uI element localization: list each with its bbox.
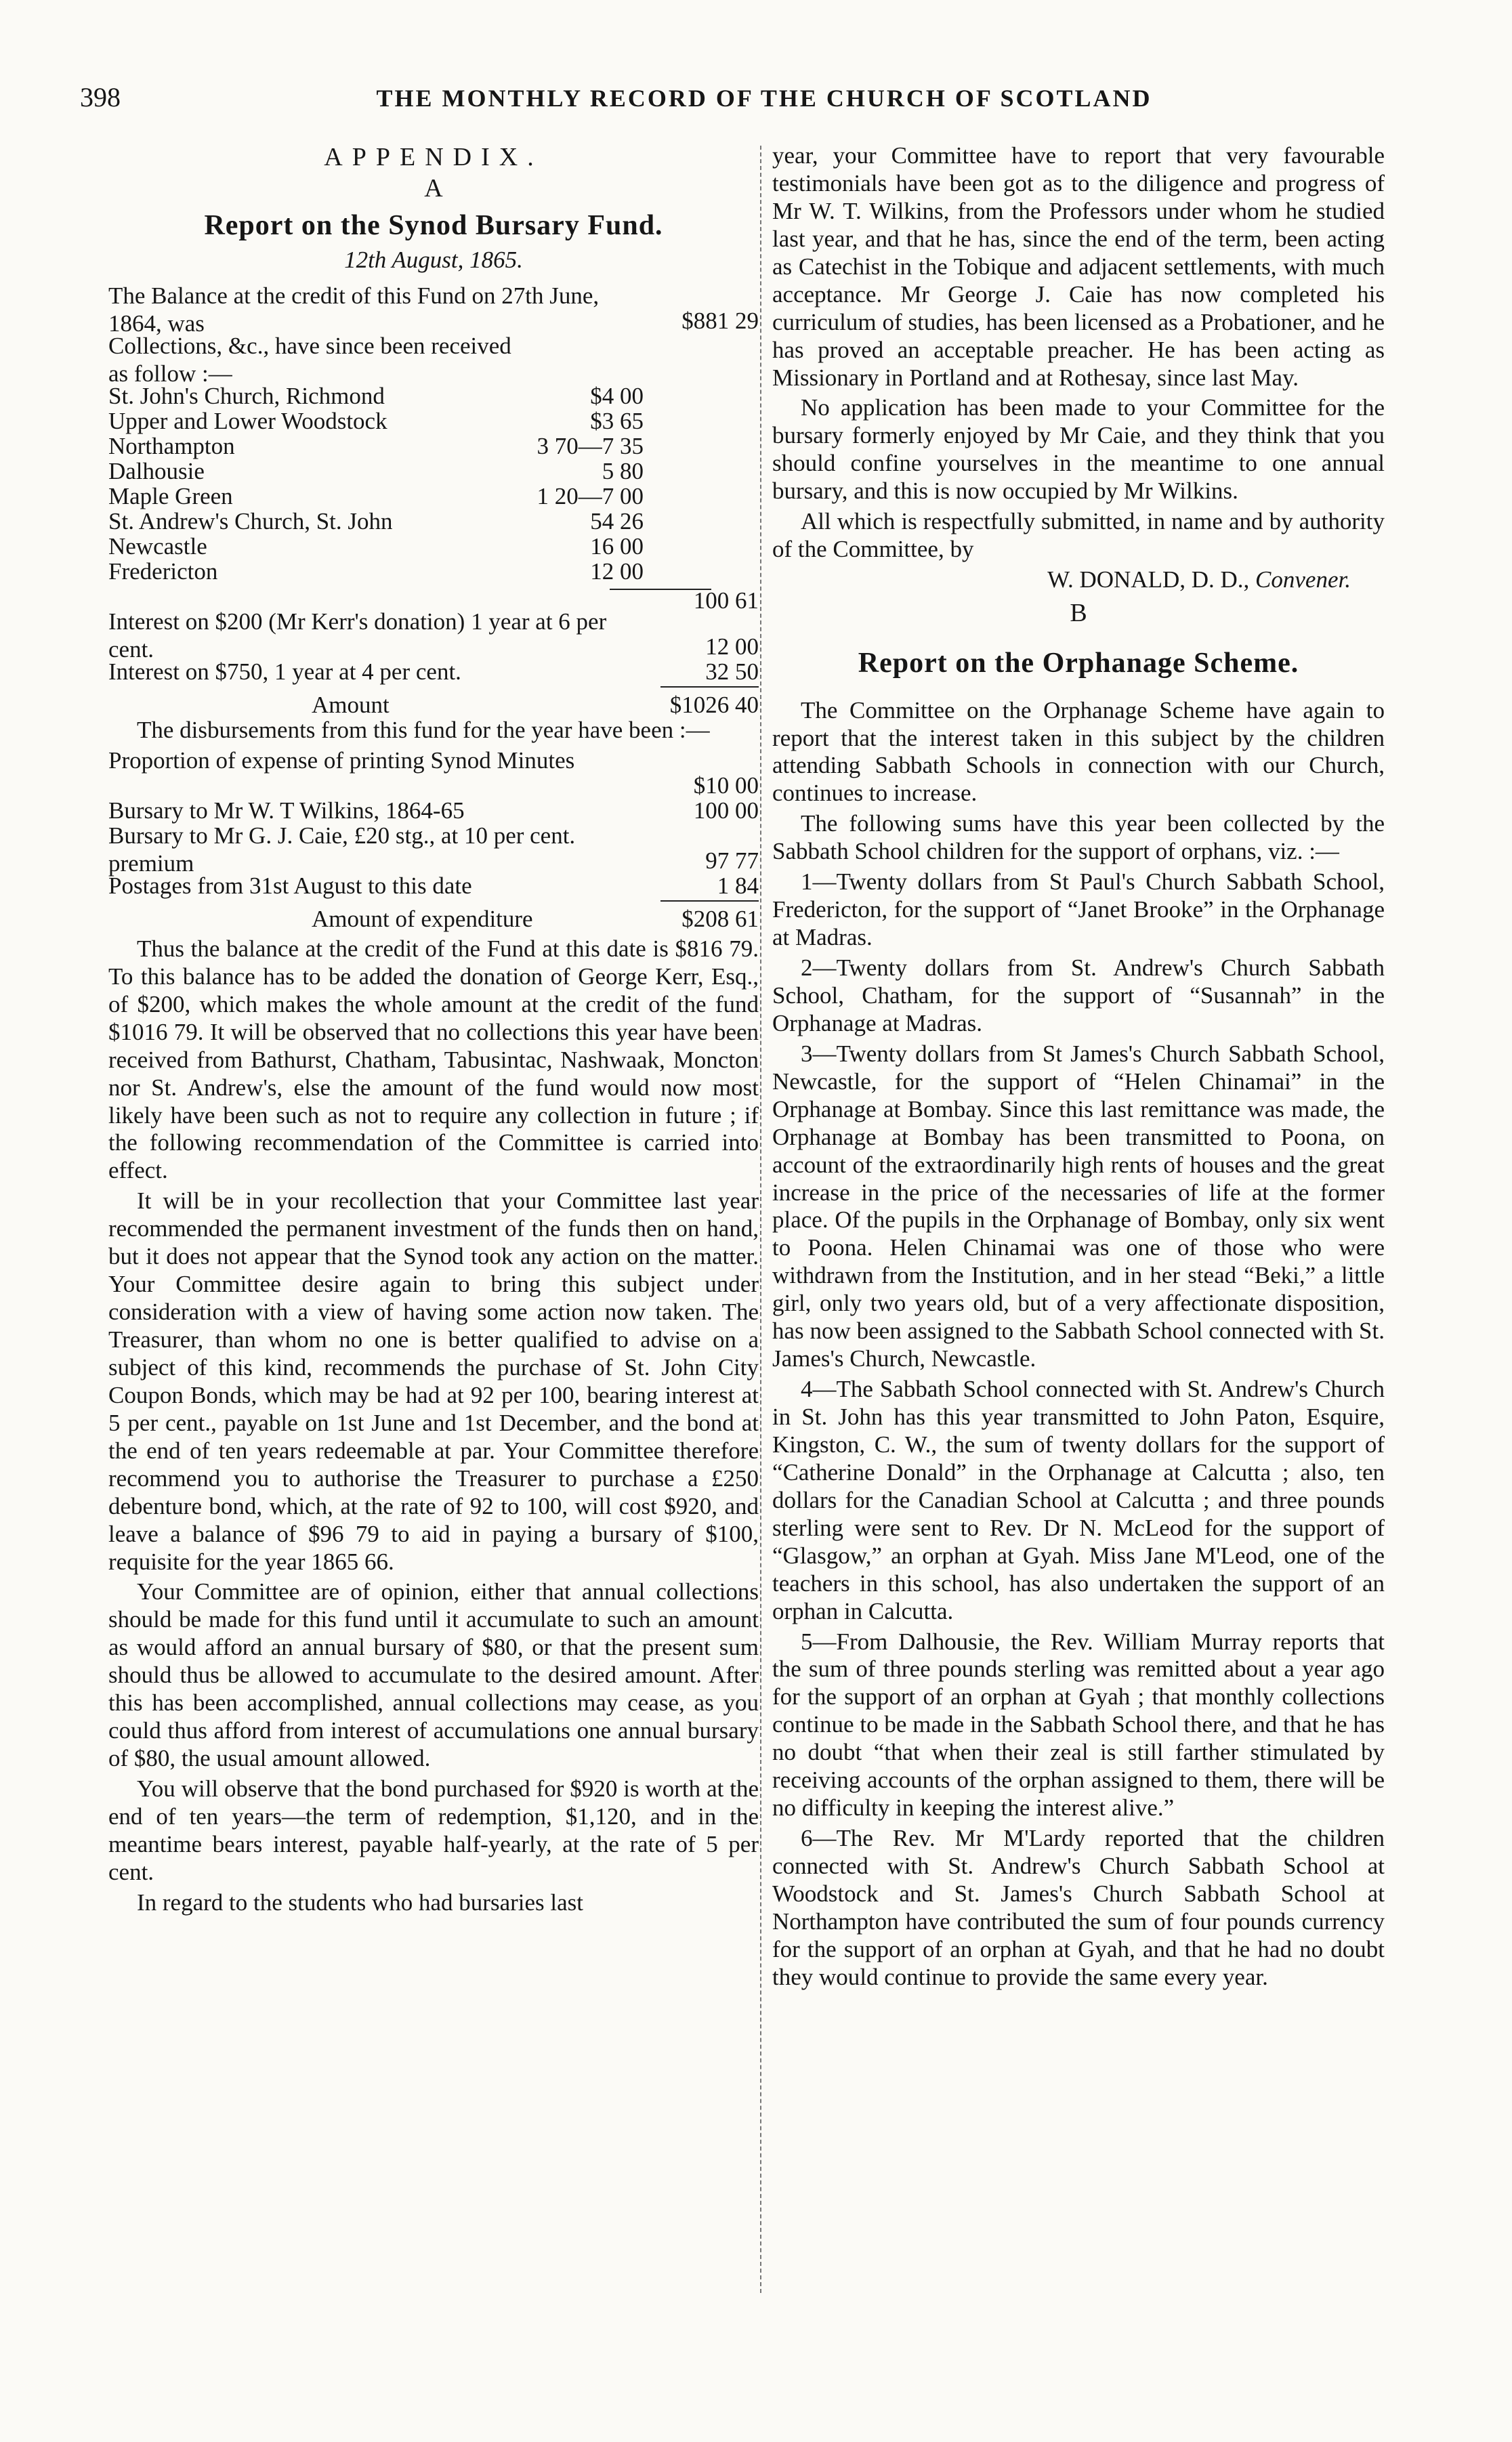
body-paragraph: Your Committee are of opinion, either that annual collections should be made for this fund until it accumulate to such an amount as would afford an annual bursary of $80, or that the present sum should thus be allowed to accumulate to the desired amount. After this has been accomplished, annual collections may cease, as you could thus afford from interest of accumulations one annual bursary of $80, the usual amount allowed. bbox=[108, 1578, 759, 1772]
body-paragraph: The following sums have this year been collected by the Sabbath School children for the support of orphans, viz. :— bbox=[772, 810, 1385, 865]
list-item: 2—Twenty dollars from St. Andrew's Church Sabbath School, Chatham, for the support of “Susannah” in the Orphanage at Madras. bbox=[772, 954, 1385, 1036]
collection-amount: $3 65 bbox=[590, 407, 644, 434]
collection-amount: 12 00 bbox=[590, 557, 644, 585]
collection-label: Dalhousie bbox=[108, 457, 205, 484]
collection-label: St. Andrew's Church, St. John bbox=[108, 507, 393, 534]
body-paragraph: In regard to the students who had bursaries last bbox=[137, 1889, 584, 1916]
body-paragraph: Thus the balance at the credit of the Fund at this date is $816 79. To this balance has to be added the donation of George Kerr, Esq., of $200, which makes the whole amount at the credit of the fund $1016 79. It will be observed that no collections this year have been received from Bathurst, Chatham, Tabusintac, Nashwaak, Moncton nor St. Andrew's, else the amount of the fund would now most likely have been such as not to require any collection in future ; if the following recommendation of the Committee is carried into effect. bbox=[108, 935, 759, 1184]
opening-balance-label: The Balance at the credit of this Fund on 27th June, 1864, was bbox=[108, 282, 600, 337]
section-a-letter: A bbox=[424, 174, 443, 203]
collection-row bbox=[108, 433, 759, 458]
expenditure-label: Amount of expenditure bbox=[312, 905, 533, 932]
collection-row bbox=[108, 458, 759, 483]
interest-label: Interest on $200 (Mr Kerr's donation) 1 year at 6 per cent. bbox=[108, 608, 607, 662]
disbursement-label: Bursary to Mr G. J. Caie, £20 stg., at 10 per cent. premium bbox=[108, 822, 576, 877]
interest-amount: 12 00 bbox=[705, 633, 759, 660]
collection-label: Fredericton bbox=[108, 557, 218, 585]
body-paragraph: It will be in your recollection that your Committee last year recommended the permanent investment of the funds then on hand, but it does not appear that the Synod took any action on the matter. Your Committee desire again to bring this subject under consideration with a view of having some action now taken. The Treasurer, than whom no one is better qualified to advise on a subject of this kind, recommends the purchase of St. John City Coupon Bonds, which may be had at 92 per 100, bearing interest at 5 per cent., payable on 1st June and 1st December, and the bond at the end of ten years redeemable at par. Your Committee therefore recommend you to authorise the Treasurer to purchase a £250 debenture bond, which, at the rate of 92 to 100, will cost $920, and leave a balance of $96 79 to aid in paying a bursary of $100, requisite for the year 1865 66. bbox=[108, 1187, 759, 1575]
collection-amount: 1 20—7 00 bbox=[537, 482, 644, 509]
collections-intro-row bbox=[108, 332, 759, 387]
expenditure-rule bbox=[660, 900, 759, 902]
collection-row bbox=[108, 483, 759, 508]
collection-row bbox=[108, 533, 759, 558]
collection-amount: $4 00 bbox=[590, 382, 644, 409]
opening-balance-amount: $881 29 bbox=[681, 307, 759, 334]
body-paragraph: No application has been made to your Committee for the bursary formerly enjoyed by Mr Caie, and they think that you should confine yourselves in the meantime to one annual bursary, and this is now occupied by Mr Wilkins. bbox=[772, 394, 1385, 505]
disbursements-ledger bbox=[108, 747, 759, 935]
disbursement-row bbox=[108, 872, 759, 898]
collections-intro: Collections, &c., have since been received as follow :— bbox=[108, 332, 511, 387]
expenditure-row bbox=[108, 906, 759, 935]
disbursement-label: Bursary to Mr W. T Wilkins, 1864-65 bbox=[108, 797, 465, 824]
expenditure-value: $208 61 bbox=[681, 905, 759, 932]
interest-row bbox=[108, 608, 759, 662]
report-date: 12th August, 1865. bbox=[344, 247, 523, 274]
collection-label: Northampton bbox=[108, 432, 235, 459]
collection-amount: 5 80 bbox=[602, 457, 644, 484]
amount-value: $1026 40 bbox=[669, 691, 759, 718]
disbursements-intro: The disbursements from this fund for the year have been :— bbox=[137, 716, 710, 743]
interest-row bbox=[108, 658, 759, 683]
collection-row bbox=[108, 508, 759, 533]
list-item: 5—From Dalhousie, the Rev. William Murray reports that the sum of three pounds sterling was remitted about a year ago for the support of an orphan at Gyah ; that monthly collections continue to be made in the Sabbath School there, and that he has no doubt “that when their zeal is still farther stimulated by receiving accounts of the orphan assigned to them, there will be no difficulty in keeping the interest alive.” bbox=[772, 1628, 1385, 1822]
disbursement-amount: 97 77 bbox=[705, 847, 759, 874]
disbursement-row bbox=[108, 822, 759, 877]
signature bbox=[772, 566, 1385, 594]
spacer bbox=[772, 629, 1385, 641]
disbursement-row bbox=[108, 797, 759, 822]
disbursement-label: Proportion of expense of printing Synod Minutes bbox=[108, 746, 575, 774]
disbursement-row bbox=[108, 747, 759, 797]
body-paragraph: All which is respectfully submitted, in name and by authority of the Committee, by bbox=[772, 508, 1385, 563]
list-item: 4—The Sabbath School connected with St. Andrew's Church in St. John has this year transmitted to John Paton, Esquire, Kingston, C. W., the sum of twenty dollars for the support of “Catherine Donald” in the Orphanage at Calcutta ; also, ten dollars for the Canadian School at Calcutta ; and three pounds sterling were sent to Rev. Dr N. McLeod for the support of “Glasgow,” an orphan at Gyah. Miss Jane M'Leod, one of the teachers in this school, has also undertaken the support of an orphan in Calcutta. bbox=[772, 1376, 1385, 1624]
running-title: THE MONTHLY RECORD OF THE CHURCH OF SCOTLAND bbox=[376, 85, 1152, 112]
column-divider bbox=[760, 146, 761, 2293]
body-paragraph: year, your Committee have to report that very favourable testimonials have been got as to the diligence and progress of Mr W. T. Wilkins, from the Professors under whom he studied last year, and that he has, since the end of the term, been acting as Catechist in the Tobique and adjacent settlements, with much acceptance. Mr George J. Caie has now completed his curriculum of studies, has been licensed as a Probationer, and he has proved an acceptable preacher. He has been acting as Missionary in Portland and at Rothesay, since last May. bbox=[772, 142, 1385, 391]
interest-amount: 32 50 bbox=[705, 658, 759, 685]
fund-ledger bbox=[108, 282, 759, 717]
signature-name: W. DONALD, D. D., bbox=[1047, 566, 1250, 593]
collections-total-row bbox=[108, 583, 759, 614]
list-item: 3—Twenty dollars from St James's Church Sabbath School, Newcastle, for the support of “Helen Chinamai” in the Orphanage at Bombay. Since this last remittance was made, the Orphanage at Bombay has been transmitted to Poona, on account of the extraordinarily high rents of houses and the great increase in the price of the necessaries of life at the former place. Of the pupils in the Orphanage of Bombay, only six went to Poona. Helen Chinamai was one of those who were withdrawn from the Institution, and in her stead “Beki,” a little girl, only two years old, but of a very affectionate disposition, has now been assigned to the Sabbath School connected with St. James's Church, Newcastle. bbox=[772, 1040, 1385, 1372]
amount-label: Amount bbox=[312, 691, 390, 718]
section-a-heading: Report on the Synod Bursary Fund. bbox=[204, 209, 663, 241]
interest-label: Interest on $750, 1 year at 4 per cent. bbox=[108, 658, 461, 685]
collections-total: 100 61 bbox=[693, 587, 759, 614]
amount-row bbox=[108, 692, 759, 717]
list-item: 1—Twenty dollars from St Paul's Church Sabbath School, Fredericton, for the support of “Janet Brooke” in the Orphanage at Madras. bbox=[772, 868, 1385, 951]
collection-amount: 54 26 bbox=[590, 507, 644, 534]
disbursement-label: Postages from 31st August to this date bbox=[108, 872, 472, 899]
collection-label: Newcastle bbox=[108, 532, 207, 560]
body-paragraph: You will observe that the bond purchased for $920 is worth at the end of ten years—the term of redemption, $1,120, and in the meantime bears interest, payable half-yearly, at the rate of 5 per cent. bbox=[108, 1775, 759, 1885]
spacer bbox=[772, 685, 1385, 697]
disbursement-amount: 100 00 bbox=[693, 797, 759, 824]
appendix-title: APPENDIX. bbox=[324, 143, 543, 171]
left-column bbox=[108, 142, 759, 1920]
collection-label: Upper and Lower Woodstock bbox=[108, 407, 387, 434]
body-paragraph: The Committee on the Orphanage Scheme have again to report that the interest taken in this subject by the children attending Sabbath Schools in connection with our Church, continues to increase. bbox=[772, 696, 1385, 807]
list-item: 6—The Rev. Mr M'Lardy reported that the children connected with St. Andrew's Church Sabbath School at Woodstock and St. James's Church Sabbath School at Northampton have contributed the sum of four pounds currency for the support of an orphan at Gyah, and that he had no doubt they would continue to provide the same every year. bbox=[772, 1825, 1385, 1990]
collection-amount: 16 00 bbox=[590, 532, 644, 560]
disbursement-amount: $10 00 bbox=[693, 772, 759, 799]
collection-row bbox=[108, 558, 759, 583]
collection-amount: 3 70—7 35 bbox=[537, 432, 644, 459]
collection-row bbox=[108, 408, 759, 433]
right-column bbox=[772, 142, 1385, 1994]
collection-label: Maple Green bbox=[108, 482, 233, 509]
section-b-heading: Report on the Orphanage Scheme. bbox=[858, 648, 1299, 679]
page-header bbox=[60, 81, 1469, 122]
collection-row bbox=[108, 383, 759, 408]
opening-balance-row bbox=[108, 282, 759, 337]
page-number: 398 bbox=[80, 82, 121, 112]
disbursement-amount: 1 84 bbox=[717, 872, 759, 899]
collection-label: St. John's Church, Richmond bbox=[108, 382, 385, 409]
amount-rule bbox=[660, 686, 759, 688]
signature-title: Convener. bbox=[1255, 566, 1351, 593]
section-b-letter: B bbox=[1070, 599, 1087, 627]
